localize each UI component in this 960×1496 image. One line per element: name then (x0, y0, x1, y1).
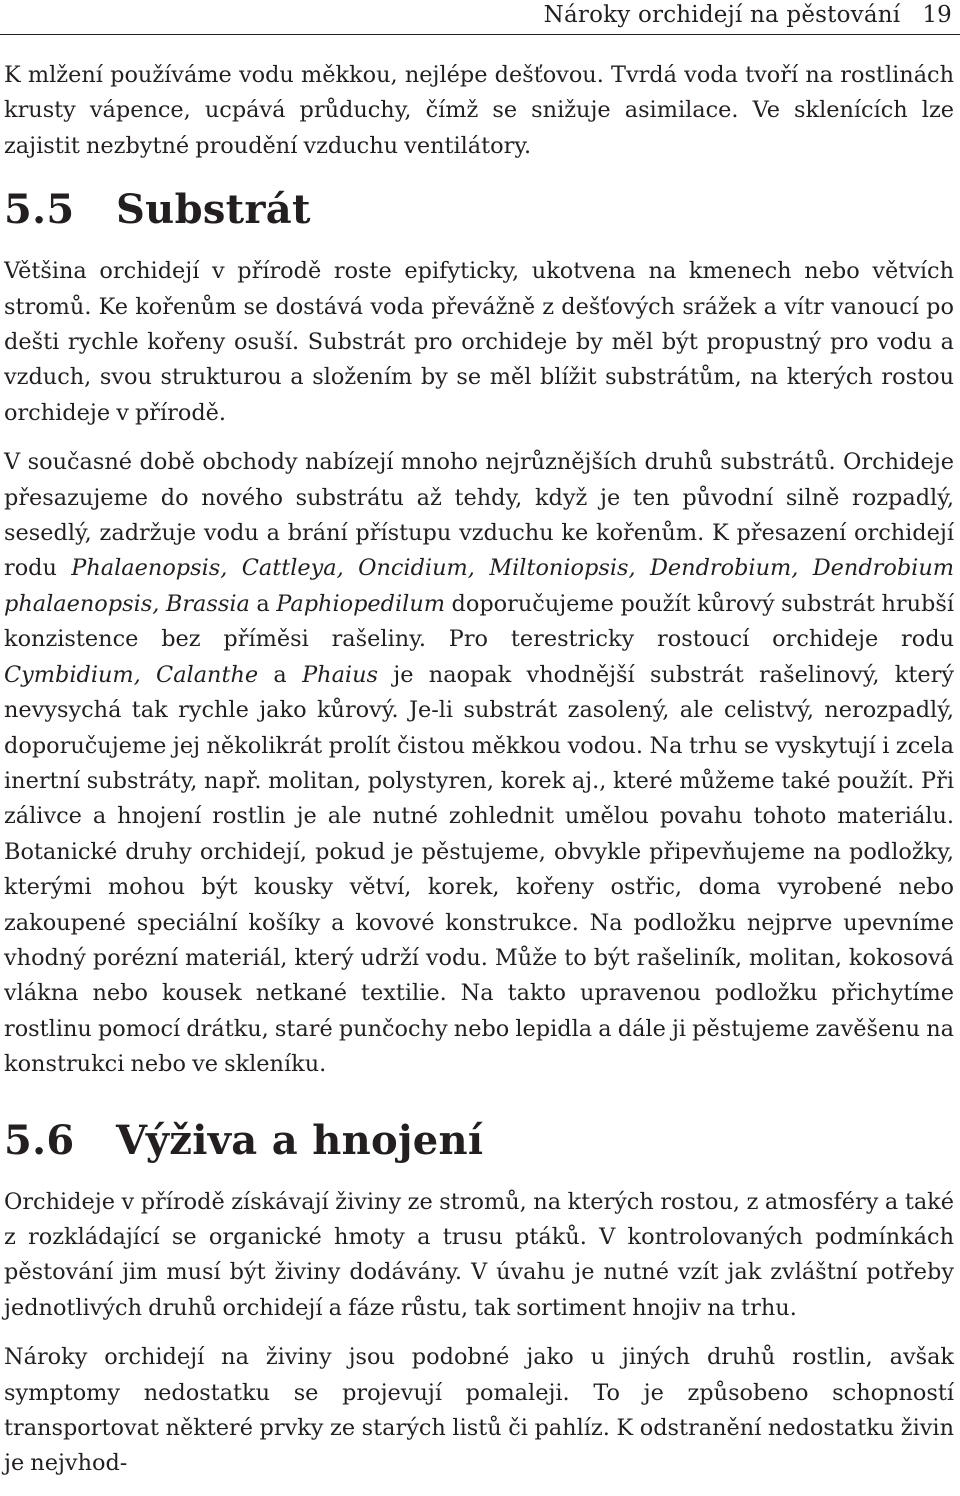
section-title: Výživa a hnojení (116, 1116, 484, 1164)
intro-paragraph: K mlžení používáme vodu měkkou, nejlépe dešťovou. Tvrdá voda tvoří na rostlinách krusty vápence, ucpává průduchy, čímž se snižuje asimilace. Ve sklenících lze zajistit nezbytné proudění vzduchu ventilátory. (4, 62, 954, 159)
section-heading-5-6 (4, 1117, 954, 1165)
text-run: a (249, 590, 277, 617)
section-heading-5-5 (4, 186, 954, 234)
page-body (4, 58, 954, 1496)
header-rule (0, 34, 960, 35)
genus-names: Cymbidium, Calanthe (4, 661, 259, 688)
genus-name: Phaius (302, 661, 378, 688)
text-run: a (258, 661, 303, 688)
section-number: 5.6 (4, 1116, 75, 1164)
nutrition-paragraph-1: Orchideje v přírodě získávají živiny ze stromů, na kterých rostou, z atmosféry a také z rozkládající se organické hmoty a trusu ptáků. V kontrolovaných podmínkách pěstování jim musí být živiny dodávány. V úvahu je nutné vzít jak zvláštní potřeby jednotlivých druhů orchidejí a fáze růstu, tak sortiment hnojiv na trhu. (4, 1188, 954, 1321)
substrate-paragraph-1: Většina orchidejí v přírodě roste epifyticky, ukotvena na kmenech nebo větvích stromů. Ke kořenům se dostává voda převážně z dešťových srážek a vítr vanoucí po dešti rychle kořeny osuší. Substrát pro orchideje by měl být propustný pro vodu a vzduch, svou strukturou a složením by se měl blížit substrátům, na kterých rostou orchideje v přírodě. (4, 258, 954, 426)
text-run: doporučujeme použít kůrový substrát hrubší konzistence bez příměsi rašeliny. Pro terestricky rostoucí orchideje rodu (4, 590, 954, 653)
text-run: je naopak vhodnější substrát rašelinový, který nevysychá tak rychle jako kůrový. Je-li substrát zasolený, ale celistvý, nerozpadlý, doporučujeme jej několikrát prolít čistou měkkou vodou. Na trhu se vyskytují i zcela inertní substráty, např. molitan, polystyren, korek aj., které můžeme také použít. Při zálivce a hnojení rostlin je ale nutné zohlednit umělou povahu tohoto materiálu. Botanické druhy orchidejí, pokud je pěstujeme, obvykle připevňujeme na podložky, kterými mohou být kousky větví, korek, kořeny ostřic, doma vyrobené nebo zakoupené speciální košíky a kovové konstrukce. Na podložku nejprve upevníme vhodný porézní materiál, který udrží vodu. Může to být rašeliník, molitan, kokosová vlákna nebo kousek netkané textilie. Na takto upravenou podložku přichytíme rostlinu pomocí drátku, staré punčochy nebo lepidla a dále ji pěstujeme zavěšenu na konstrukci nebo ve skleníku. (4, 661, 954, 1078)
genus-names: Phalaenopsis, Cattleya, Oncidium, Miltoniopsis, Dendrobium, Dendrobium phalaenopsis, Brassia (4, 555, 954, 617)
nutrition-paragraph-2: Nároky orchidejí na živiny jsou podobné jako u jiných druhů rostlin, avšak symptomy nedostatku se projevují pomaleji. To je způsobeno schopností transportovat některé prvky ze starých listů či pahlíz. K odstranění nedostatku živin je nejvhod- (4, 1344, 954, 1477)
section-title: Substrát (116, 186, 311, 234)
genus-name: Paphiopedilum (276, 590, 445, 617)
text-run: V současné době obchody nabízejí mnoho nejrůznějších druhů substrátů. Orchideje přesazujeme do nového substrátu až tehdy, když je ten původní silně rozpadlý, sesedlý, zadržuje vodu a brání přístupu vzduchu ke kořenům. K přesazení orchidejí rodu (4, 449, 954, 582)
substrate-paragraph-2 (4, 445, 954, 1082)
running-title: Nároky orchidejí na pěstování (543, 2, 901, 28)
running-header (0, 0, 960, 36)
header-text (544, 2, 952, 28)
page-number: 19 (922, 2, 952, 28)
section-number: 5.5 (4, 186, 75, 234)
